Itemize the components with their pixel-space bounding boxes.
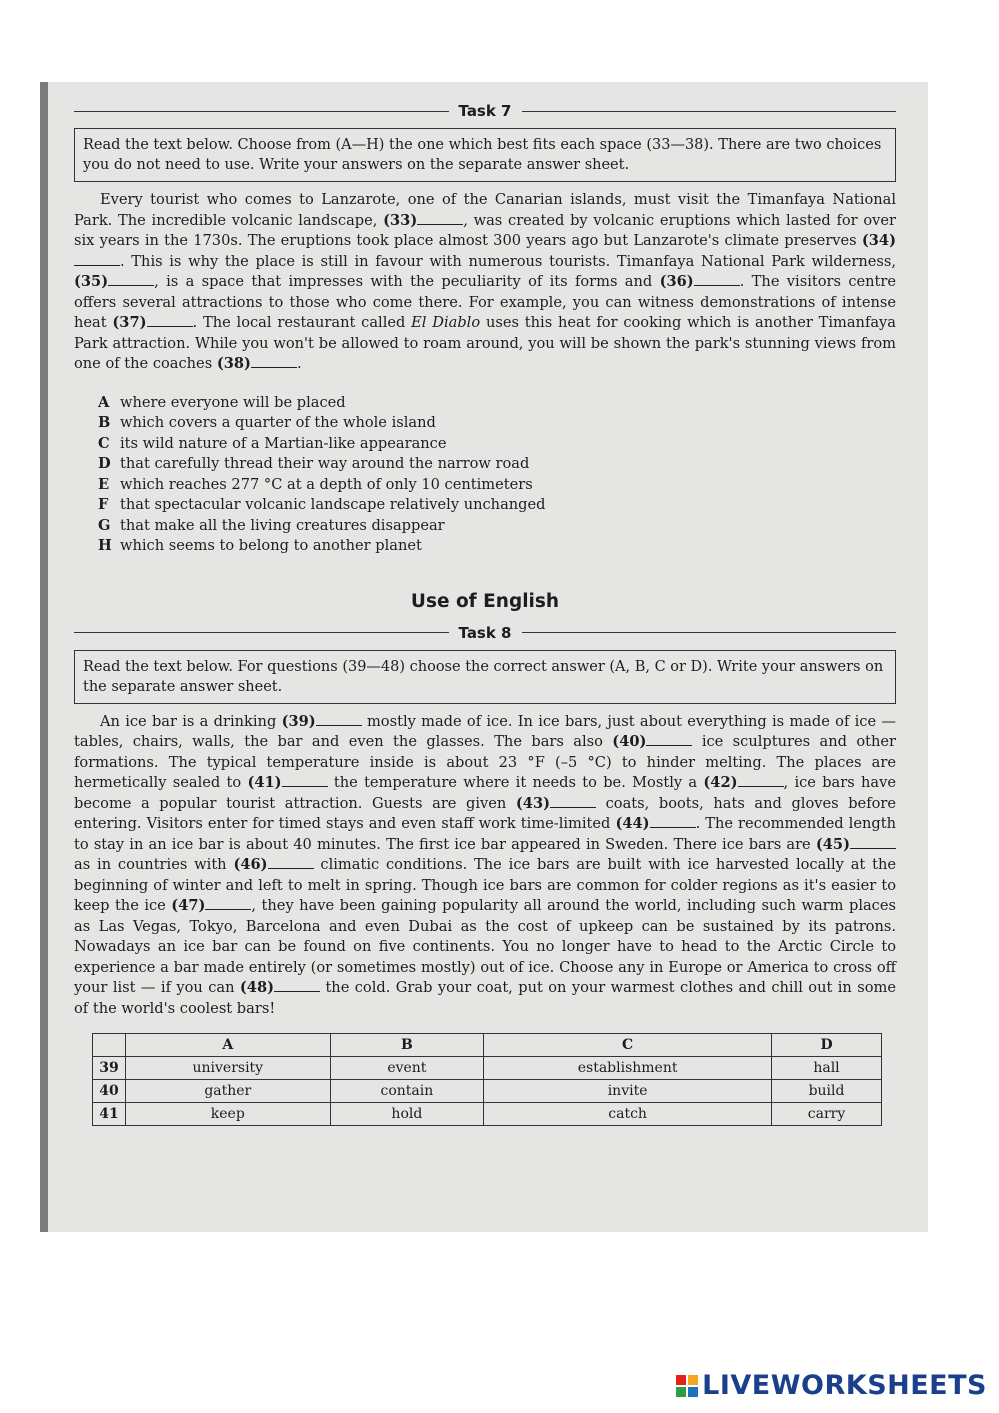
- logo-square-blue: [688, 1387, 698, 1397]
- option-g: G that make all the living creatures disappear: [98, 516, 445, 534]
- gap-44: (44): [615, 815, 650, 832]
- gap-35: (35): [74, 273, 109, 290]
- heading-rule: [522, 111, 897, 112]
- task8-instruction: Read the text below. For questions (39—48) choose the correct answer (A, B, C or D). Write your answers on the separate answer sheet.: [74, 650, 896, 704]
- table-cell: keep: [126, 1103, 331, 1126]
- task8-heading: [74, 622, 896, 644]
- blank-41[interactable]: [282, 774, 328, 787]
- blank-46[interactable]: [268, 856, 314, 869]
- table-cell: carry: [772, 1103, 882, 1126]
- section-title: Use of English: [410, 590, 560, 612]
- table-header-cell: D: [772, 1034, 882, 1057]
- blank-36[interactable]: [694, 273, 740, 286]
- table-cell: event: [330, 1057, 484, 1080]
- task7-instruction: Read the text below. Choose from (A—H) the one which best fits each space (33—38). There are two choices you do not need to use. Write your answers on the separate answer sheet.: [74, 128, 896, 182]
- blank-48[interactable]: [274, 979, 320, 992]
- question-number: 41: [93, 1103, 126, 1126]
- heading-rule: [74, 632, 449, 633]
- blank-35[interactable]: [108, 273, 154, 286]
- gap-39: (39): [281, 712, 316, 730]
- answer-options-table: [92, 1033, 882, 1126]
- blank-44[interactable]: [650, 815, 696, 828]
- table-row: [93, 1080, 882, 1103]
- task7-options: [98, 393, 896, 557]
- gap-42: (42): [703, 774, 738, 791]
- table-cell: establishment: [484, 1057, 772, 1080]
- table-cell: catch: [484, 1103, 772, 1126]
- gap-43: (43): [515, 794, 551, 812]
- book-spine-shadow: [40, 82, 48, 1232]
- option-f: F that spectacular volcanic landscape relatively unchanged: [98, 496, 546, 513]
- blank-37[interactable]: [147, 314, 193, 327]
- task7-text: Every tourist who comes to Lanzarote, one of the Canarian islands, must visit the Timanfaya National Park. The incredible volcanic landscape, (33) , was created by volcanic eruptions which lasted for over six years in the 1730s. The eruptions took place almost 300 years ago but Lanzarote's climate preserves (34). This is why the place is still in favour with numerous tourists. Timanfaya National Park wilderness, (35) , is a space that impresses with the peculiarity of its forms and (36) . The visitors centre offers several attractions to those who come there. For example, you can witness demonstrations of intense heat (37) . The local restaurant called El Diablo uses this heat for cooking which is another Timanfaya Park attraction. While you won't be allowed to roam around, you will be shown the park's stunning views from one of the coaches (38) .: [74, 191, 897, 372]
- gap-33: (33): [383, 211, 418, 229]
- gap-47: (47): [171, 897, 206, 914]
- table-row: [93, 1103, 882, 1126]
- logo-square-green: [676, 1387, 686, 1397]
- task8-text: An ice bar is a drinking (39) mostly made of ice. In ice bars, just about everything is made of ice — tables, chairs, walls, the bar and even the glasses. The bars also (40) ice sculptures and other formations. The typical temperature inside is about 23 °F (–5 °C) to hinder melting. The places are hermetically sealed to (41) the temperature where it needs to be. Mostly a (42) , ice bars have become a popular tourist attraction. Guests are given (43) coats, boots, hats and gloves before entering. Visitors enter for timed stays and even staff work time-limited (44) . The recommended length to stay in an ice bar is about 40 minutes. The first ice bar appeared in Sweden. There ice bars are (45) as in countries with (46) climatic conditions. The ice bars are built with ice harvested locally at the beginning of winter and left to melt in spring. Though ice bars are common for colder regions as it's easier to keep the ice (47) , they have been gaining popularity all around the world, including such warm places as Las Vegas, Tokyo, Barcelona and even Dubai as the cost of upkeep can be sustained by its patrons. Nowadays an ice bar can be found on five continents. You no longer have to head to the Arctic Circle to experience a bar made entirely (or sometimes mostly) out of ice. Choose any in Europe or America to cross off your list — if you can (48) the cold. Grab your coat, put on your warmest clothes and chill out in some of the world's coolest bars!: [74, 712, 897, 1017]
- table-cell: contain: [330, 1080, 484, 1103]
- heading-rule: [522, 632, 897, 633]
- task8-title: Task 8: [458, 623, 512, 642]
- table-cell: invite: [484, 1080, 772, 1103]
- table-header-cell: [93, 1034, 126, 1057]
- option-e: E which reaches 277 °C at a depth of only 10 centimeters: [98, 475, 533, 493]
- liveworksheets-brand[interactable]: [676, 1370, 987, 1401]
- gap-41: (41): [247, 774, 282, 791]
- logo-square-red: [676, 1375, 686, 1385]
- option-b: B which covers a quarter of the whole island: [98, 414, 436, 431]
- gap-36: (36): [659, 273, 694, 290]
- table-header-row: [93, 1034, 882, 1057]
- task7-heading: [74, 100, 896, 122]
- option-d: D that carefully thread their way around the narrow road: [98, 455, 530, 472]
- blank-39[interactable]: [316, 713, 362, 726]
- blank-38[interactable]: [251, 355, 297, 368]
- table-cell: hold: [330, 1103, 484, 1126]
- gap-37: (37): [112, 314, 147, 331]
- question-number: 39: [93, 1057, 126, 1080]
- gap-38: (38): [216, 355, 251, 372]
- blank-42[interactable]: [738, 774, 784, 787]
- option-a: A where everyone will be placed: [98, 393, 346, 411]
- blank-43[interactable]: [550, 795, 596, 808]
- table-header-cell: C: [484, 1034, 772, 1057]
- task7-title: Task 7: [458, 102, 512, 120]
- blank-33[interactable]: [417, 212, 463, 225]
- blank-34[interactable]: [74, 253, 120, 266]
- option-c: C its wild nature of a Martian-like appearance: [98, 434, 447, 452]
- restaurant-name: El Diablo: [411, 314, 481, 331]
- gap-48: (48): [239, 979, 275, 996]
- table-header-cell: B: [330, 1034, 484, 1057]
- question-number: 40: [93, 1080, 126, 1103]
- table-cell: build: [772, 1080, 882, 1103]
- gap-46: (46): [233, 856, 268, 873]
- gap-45: (45): [815, 835, 850, 853]
- table-header-cell: A: [126, 1034, 331, 1057]
- liveworksheets-logo-icon: [676, 1375, 698, 1397]
- table-cell: hall: [772, 1057, 882, 1080]
- blank-40[interactable]: [646, 733, 692, 746]
- blank-47[interactable]: [205, 897, 251, 910]
- logo-square-orange: [688, 1375, 698, 1385]
- option-h: H which seems to belong to another planet: [98, 537, 422, 554]
- blank-45[interactable]: [850, 836, 896, 849]
- heading-rule: [74, 111, 449, 112]
- gap-40: (40): [612, 733, 647, 750]
- table-cell: university: [126, 1057, 331, 1080]
- gap-34: (34): [861, 232, 896, 249]
- table-row: [93, 1057, 882, 1080]
- page-content: [74, 100, 896, 1126]
- table-cell: gather: [126, 1080, 331, 1103]
- brand-name: LIVEWORKSHEETS: [702, 1370, 987, 1401]
